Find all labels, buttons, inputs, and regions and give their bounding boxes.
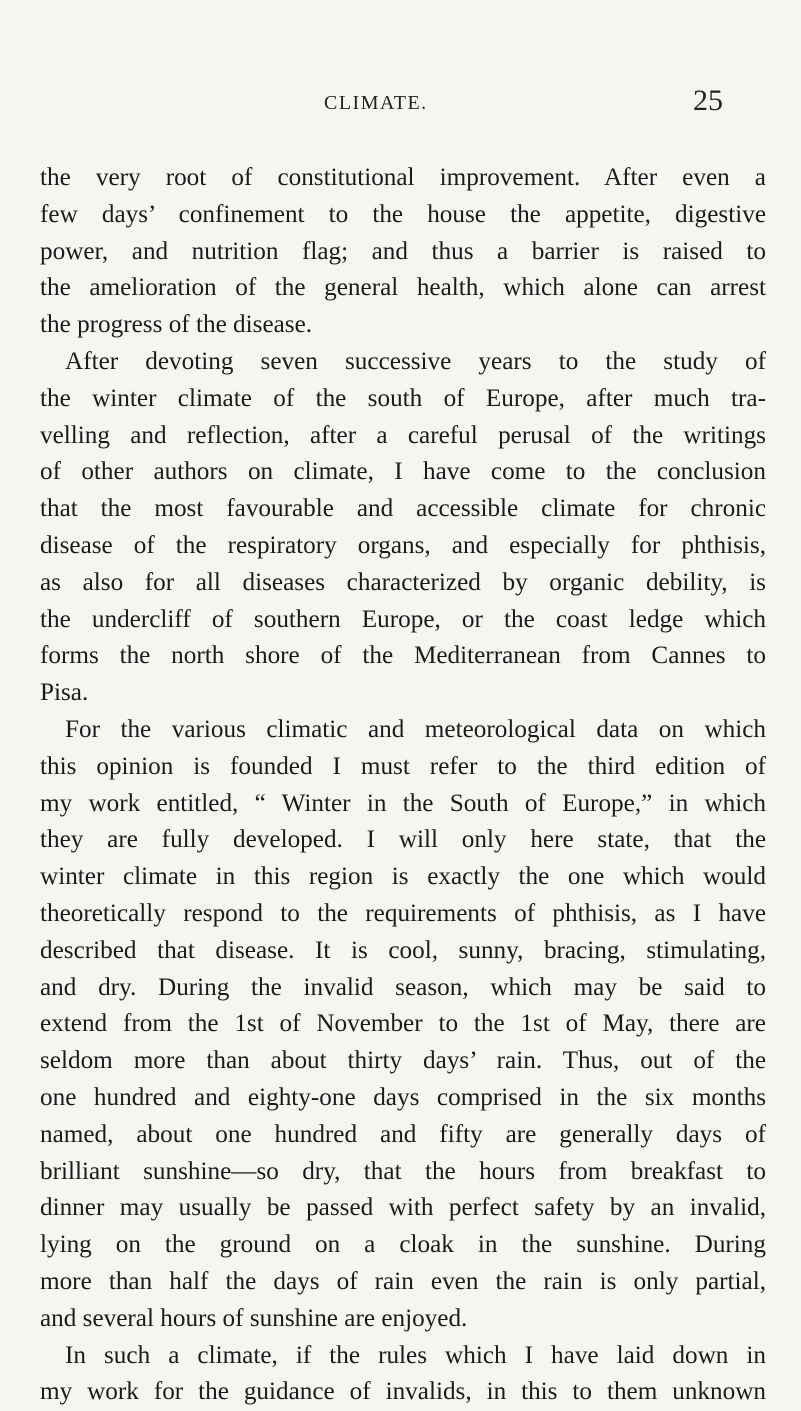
text-line: few days’ confinement to the house the appetite, digestive [40,200,766,228]
text-line: In such a climate, if the rules which I have laid down in [65,1341,766,1369]
text-line: theoretically respond to the requirements of phthisis, as I have [40,899,766,927]
text-line: they are fully developed. I will only here state, that the [40,826,766,854]
text-line: that the most favourable and accessible climate for chronic [40,495,766,523]
text-line: the amelioration of the general health, which alone can arrest [40,274,766,302]
text-line: the very root of constitutional improvement. After even a [40,164,766,191]
text-line: forms the north shore of the Mediterranean from Cannes to [40,642,766,670]
body-text [40,160,766,1411]
running-title: CLIMATE. [324,92,428,114]
running-head [0,82,801,122]
text-line: and several hours of sunshine are enjoyed. [40,1304,468,1332]
text-line: disease of the respiratory organs, and especially for phthisis, [40,531,766,559]
page-number: 25 [693,84,723,117]
text-line: this opinion is founded I must refer to the third edition of [40,752,766,780]
text-line: the undercliff of southern Europe, or the coast ledge which [40,605,766,633]
text-line: and dry. During the invalid season, which may be said to [40,973,766,1001]
text-line: of other authors on climate, I have come to the conclusion [40,458,766,486]
text-line: my work for the guidance of invalids, in this to them unknown [40,1378,766,1406]
text-line: lying on the ground on a cloak in the sunshine. During [40,1231,766,1259]
text-line: After devoting seven successive years to the study of [65,347,766,375]
text-line: described that disease. It is cool, sunny, bracing, stimulating, [40,936,766,964]
text-line: For the various climatic and meteorological data on which [65,715,766,743]
text-line: one hundred and eighty-one days comprised in the six months [40,1083,766,1111]
text-line: more than half the days of rain even the rain is only partial, [40,1267,766,1295]
text-line: the winter climate of the south of Europe, after much tra- [40,384,766,412]
text-line: extend from the 1st of November to the 1st of May, there are [40,1010,766,1038]
text-line: brilliant sunshine—so dry, that the hours from breakfast to [40,1157,766,1185]
text-line: my work entitled, “ Winter in the South of Europe,” in which [40,789,766,817]
text-line: as also for all diseases characterized by organic debility, is [40,568,766,596]
text-line: the progress of the disease. [40,311,313,339]
text-line: velling and reflection, after a careful perusal of the writings [40,421,766,449]
text-line: winter climate in this region is exactly the one which would [40,863,766,891]
text-line: power, and nutrition flag; and thus a barrier is raised to [40,237,766,265]
text-line: named, about one hundred and fifty are generally days of [40,1120,766,1148]
text-line: dinner may usually be passed with perfect safety by an invalid, [40,1194,766,1222]
text-line: seldom more than about thirty days’ rain. Thus, out of the [40,1047,766,1075]
text-line: Pisa. [40,679,89,707]
